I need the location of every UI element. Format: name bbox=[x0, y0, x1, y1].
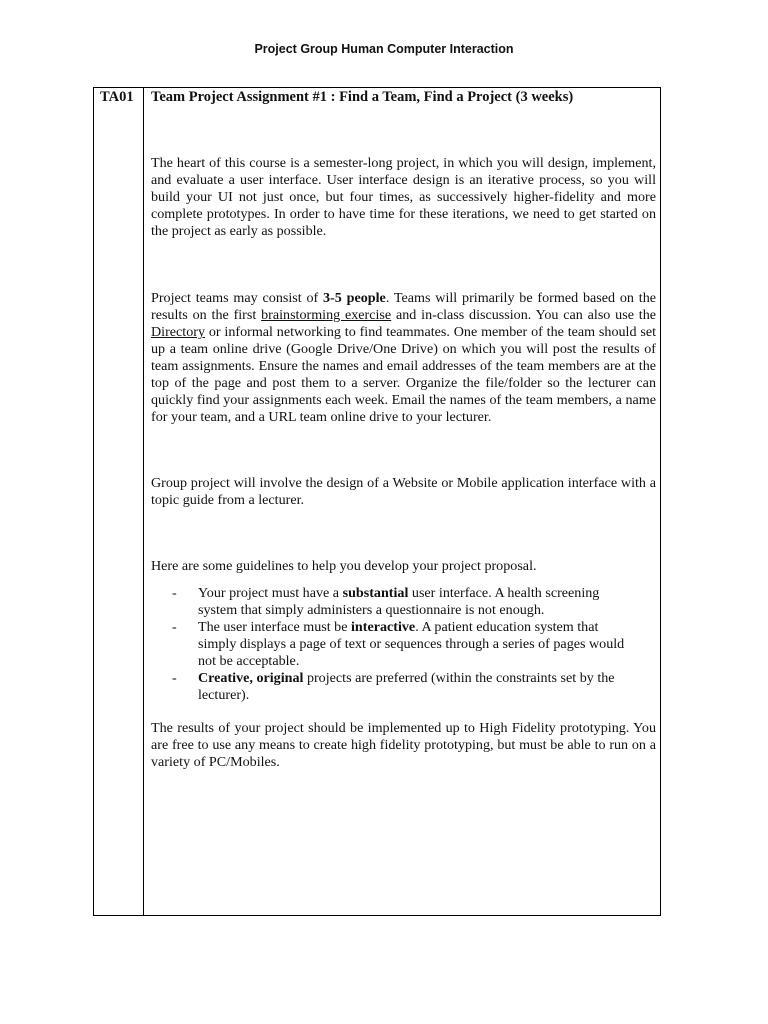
guidelines-list bbox=[151, 585, 656, 704]
guideline-item bbox=[151, 670, 640, 704]
page-header: Project Group Human Computer Interaction bbox=[254, 42, 514, 56]
assignment-content-cell bbox=[151, 89, 656, 771]
teams-text-3: and in-class discussion. You can also use the bbox=[391, 307, 657, 323]
guideline-item bbox=[151, 619, 640, 670]
bullet-dash: - bbox=[172, 619, 177, 635]
guideline-text: projects are preferred (within the constraints set by the lecturer). bbox=[198, 670, 615, 703]
guidelines-intro: Here are some guidelines to help you develop your project proposal. bbox=[151, 558, 537, 574]
teams-text-4: or informal networking to find teammates. One member of the team should set up a team online drive (Google Drive/One Drive) on which you will post the results of team assignments. Ensure the names and email addresses of the team members are at the top of the page and post them to a server. Organize the file/folder so the lecturer can quickly find your assignments each week. Email the names of the team members, a name for your team, and a URL team online drive to your lecturer. bbox=[151, 324, 656, 425]
bullet-dash: - bbox=[172, 585, 177, 601]
teams-paragraph bbox=[151, 290, 656, 426]
guideline-item bbox=[151, 585, 640, 619]
guideline-text: user interface. A health screening system that simply administers a questionnaire is not enough. bbox=[198, 585, 600, 618]
assignment-table bbox=[93, 87, 661, 916]
team-size-text: 3-5 people bbox=[323, 290, 386, 306]
directory-link[interactable]: Directory bbox=[151, 324, 206, 340]
guideline-text: . A patient education system that simply displays a page of text or sequences through a series of pages would not be acceptable. bbox=[198, 619, 625, 669]
bullet-dash: - bbox=[172, 670, 177, 686]
results-paragraph: The results of your project should be implemented up to High Fidelity prototyping. You are free to use any means to create high fidelity prototyping, but must be able to run on a variety of PC/Mobiles. bbox=[151, 720, 656, 770]
assignment-id-cell bbox=[94, 88, 144, 915]
teams-text-2: . Teams will primarily be formed based on the results on the first bbox=[151, 290, 656, 323]
guideline-emphasis: Creative, original bbox=[198, 670, 304, 686]
guideline-emphasis: substantial bbox=[342, 585, 409, 601]
group-project-paragraph: Group project will involve the design of a Website or Mobile application interface with a topic guide from a lecturer. bbox=[151, 475, 656, 508]
intro-paragraph: The heart of this course is a semester-long project, in which you will design, implement, and evaluate a user interface. User interface design is an iterative process, so you will build your UI not just once, but four times, as successively higher-fidelity and more complete prototypes. In order to have time for these iterations, we need to get started on the project as early as possible. bbox=[151, 155, 656, 239]
assignment-id: TA01 bbox=[100, 89, 134, 105]
assignment-title: Team Project Assignment #1 : Find a Team, Find a Project (3 weeks) bbox=[151, 89, 574, 105]
guideline-text: The user interface must be bbox=[198, 619, 352, 635]
brainstorming-exercise-link[interactable]: brainstorming exercise bbox=[261, 307, 392, 323]
guideline-emphasis: interactive bbox=[351, 619, 416, 635]
teams-text-1: Project teams may consist of bbox=[151, 290, 324, 306]
guideline-text: Your project must have a bbox=[198, 585, 343, 601]
